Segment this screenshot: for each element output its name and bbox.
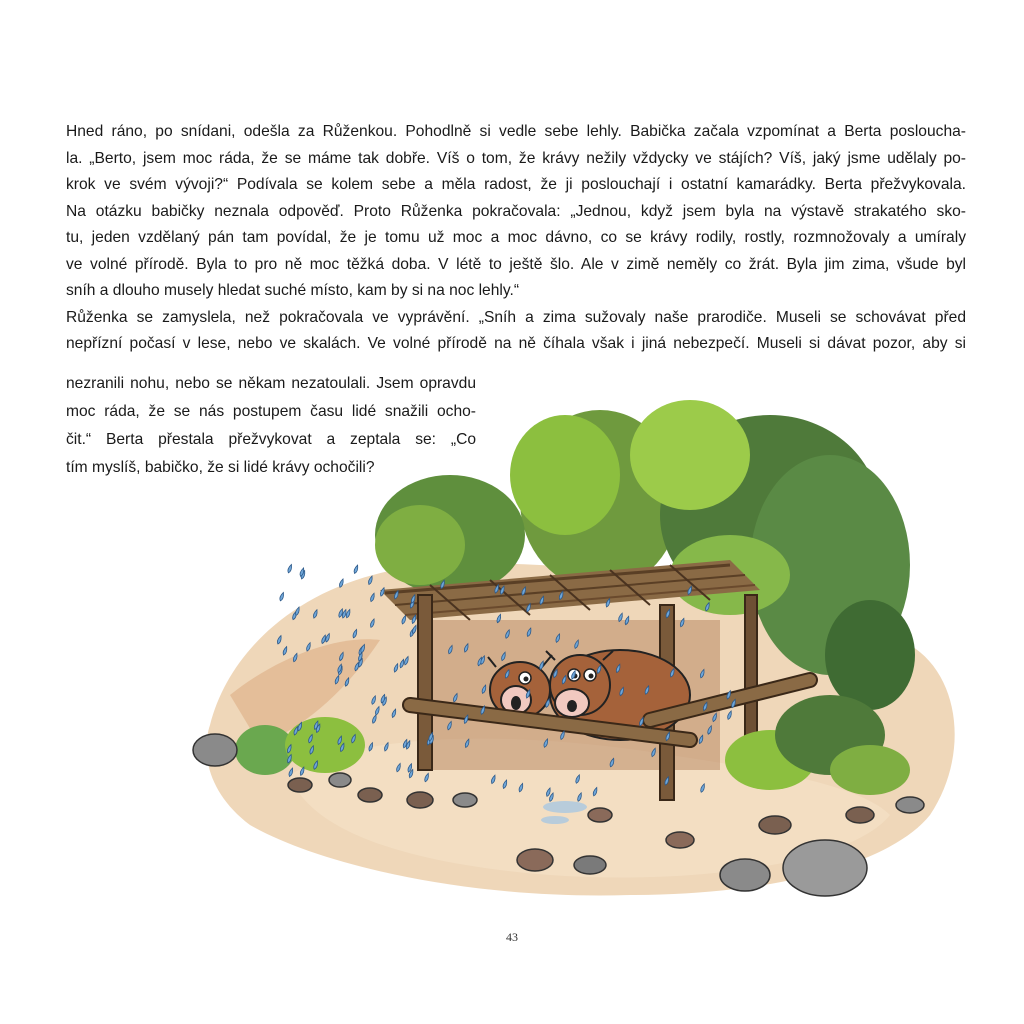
text-line: la. „Berto, jsem moc ráda, že se máme tak dobře. Víš o tom, že krávy nežily vždycky ve stájích? Víš, jaký jsme udělaly po- <box>66 149 966 167</box>
text-line: moc ráda, že se nás postupem času lidé snažili ocho- <box>66 403 476 420</box>
cows-shelter-illustration <box>170 395 970 915</box>
story-paragraph-1 <box>66 119 966 358</box>
text-line: krok ve svém vývoji?“ Podívala se kolem sebe a měla radost, že ji poslouchají i ostatní kamarádky. Berta přežvykovala. <box>66 176 966 193</box>
text-line: nepřízní počasí v lese, nebo ve skalách. Ve volné přírodě na ně číhala však i jiná nebezpečí. Museli si dávat pozor, aby si <box>66 335 966 352</box>
text-line: tu, jeden vzdělaný pán tam povídal, že je tomu už moc a moc dávno, co se krávy rodily, rostly, rozmnožovaly a umíraly <box>66 229 966 246</box>
raindrop <box>287 564 293 573</box>
text-line: Hned ráno, po snídani, odešla za Růženkou. Pohodlně si vedle sebe lehly. Babička začala vzpomínat a Berta posloucha- <box>66 123 966 140</box>
text-line: Růženka se zamyslela, než pokračovala ve vyprávění. „Sníh a zima sužovaly naše prarodiče. Museli se schovávat před <box>66 308 966 326</box>
text-line: sníh a dlouho musely hledat suché místo, kam by si na noc lehly.“ <box>66 282 520 299</box>
raindrop <box>353 565 359 574</box>
text-line: ve volné přírodě. Byla to pro ně moc těžká doba. V létě to ještě šlo. Ale v zimě neměly co žrát. Byla jim zima, všude byl <box>66 255 966 273</box>
raindrop <box>279 592 285 601</box>
text-line: čit.“ Berta přestala přežvykovat a zeptala se: „Co <box>66 431 476 448</box>
text-line: Na otázku babičky neznala odpověď. Proto Růženka pokračovala: „Jednou, když jsem byla na výstavě strakatého sko- <box>66 202 966 220</box>
text-line: nezranili nohu, nebo se někam nezatoulali. Jsem opravdu <box>66 375 476 392</box>
page-number: 43 <box>506 930 518 944</box>
text-line: tím myslíš, babičko, že si lidé krávy ochočili? <box>66 459 375 476</box>
